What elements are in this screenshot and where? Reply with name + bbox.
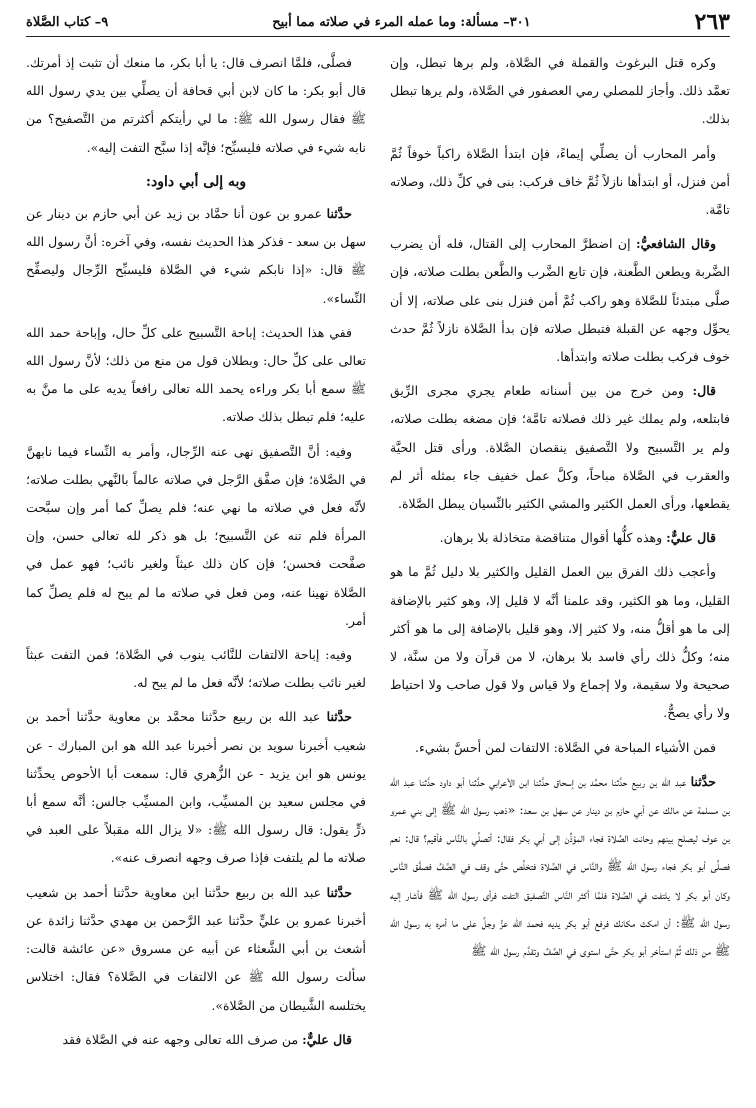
- paragraph: [390, 558, 730, 727]
- left-column: [26, 49, 366, 1089]
- page-header: [26, 8, 730, 37]
- paragraph: [26, 200, 366, 313]
- text-columns: [26, 49, 730, 1089]
- paragraph: [26, 703, 366, 872]
- paragraph-text: إن اضطرَّ المحارب إلى القتال، فله أن يضرب الضَّربة ويطعن الطَّعنة، فإن تابع الضَّرب والطَّعن بطلت صلاته، فإن صلَّى مبتدئاً للصَّلاة وهو راكب ثُمَّ أمن فنزل بنى على صلاته، إلا أن يحوِّل وجهه عن القبلة فتبطل صلاته فإن بدأ الصَّلاة نازلاً ثُمَّ حدث خوف فركب بطلت صلاته وابتدأها.: [390, 236, 730, 365]
- paragraph-text: عمرو بن عون أنا حمَّاد بن زيد عن أبي حازم بن دينار عن سهل بن سعد - فذكر هذا الحديث نفسه، وفي آخره: أنَّ رسول الله ﷺ قال: «إذا نابكم شيء في الصَّلاة فليسبِّح الرِّجال وليصفِّح النِّساء».: [26, 206, 366, 306]
- paragraph-label: قال:: [692, 383, 716, 399]
- book-title: ٩– كتاب الصَّلاة: [26, 14, 109, 30]
- paragraph-text: عبد الله بن ربيع حدَّثنا محمَّد بن معاوية حدَّثنا أحمد بن شعيب أخبرنا سويد بن نصر أخبرنا عبد الله هو ابن المبارك - عن يونس هو ابن يزيد - عن الزُّهري قال: سمعت أبا الأحوص يحدِّثنا في مجلس سعيد بن المسيِّب، وابن المسيِّب جالس: أنَّه سمع أبا ذرٍّ يقول: قال رسول الله ﷺ: «لا يزال الله مقبلاً على العبد في صلاته ما لم يلتفت فإذا صرف وجهه انصرف عنه».: [26, 709, 366, 866]
- paragraph-text: عبد الله بن ربيع حدَّثنا ابن معاوية حدَّثنا أحمد بن شعيب أخبرنا عمرو بن عليٍّ حدَّثنا عبد الرَّحمن بن مهدي حدَّثنا زائدة عن أشعث بن أبي الشَّعثاء عن أبيه عن مسروق «عن عائشة قالت: سألت رسول الله ﷺ عن الالتفات في الصَّلاة؟ فقال: اختلاس يختلسه الشَّيطان من الصَّلاة».: [26, 884, 366, 1013]
- paragraph-label: حدَّثنا: [690, 773, 716, 789]
- paragraph-text: وأعجب ذلك الفرق بين العمل القليل والكثير بلا دليل ثُمَّ ما هو القليل، وما هو الكثير، وقد علمنا أنَّه لا قليل إلا، وهو كثير بالإضافة إلى ما هو أقلُّ منه، ولا كثير إلا، وهو قليل بالإضافة إلى ما هو أكثر منه؛ وكلُّ ذلك رأي فاسد بلا برهان، لا من قرآن ولا من سنَّة، لا صحيحة ولا سقيمة، ولا إجماع ولا قياس ولا قول صاحب ولا احتياط ولا رأي يصحُّ.: [390, 564, 730, 721]
- paragraph-text: ومن خرج من بين أسنانه طعام يجري مجرى الرِّيق فابتلعه، ولم يملك غير ذلك فصلاته تامَّة؛ فإن مضغه بطلت صلاته، ولم ير التَّسبيح ولا التَّصفيق ينقصان الصَّلاة. ورأى قتل الحيَّة والعقرب في الصَّلاة مباحاً، وكلَّ عمل خفيف جاء بمثله أثر لم يقطعها، ورأى العمل الكثير والمشي الكثير بالنِّسيان يبطل الصَّلاة.: [390, 383, 730, 512]
- paragraph: [390, 377, 730, 518]
- paragraph-text: ففي هذا الحديث: إباحة التَّسبيح على كلِّ حال، وإباحة حمد الله تعالى على كلِّ حال: وبطلان قول من منع من ذلك؛ لأنَّ رسول الله ﷺ سمع أبا بكر وراءه يحمد الله تعالى رافعاً يديه على ما منَّ به عليه؛ فلم تبطل بذلك صلاته.: [26, 324, 366, 425]
- paragraph: [26, 879, 366, 1020]
- paragraph: [26, 641, 366, 697]
- paragraph-text: عبد الله بن ربيع حدَّثنا محمَّد بن إسحاق حدَّثنا ابن الأعرابي حدَّثنا أبو داود حدَّثنا عبد الله بن مسلمة عن مالك عن أبي حازم بن دينار عن سهل بن سعد: «ذهب رسول الله ﷺ إلى بني عمرو بن عوف ليصلح بينهم وحانت الصَّلاة فجاء المؤذِّن إلى أبي بكر فقال: أتصلِّي بالنَّاس فأقيم؟ قال: نعم فصلَّى أبو بكر فجاء رسول الله ﷺ والنَّاس في الصَّلاة فتخلَّص حتَّى وقف في الصَّفِّ فصفَّق النَّاس وكان أبو بكر لا يلتفت في الصَّلاة فلمَّا أكثر النَّاس التَّصفيق التفت فرأى رسول الله ﷺ فأشار إليه رسول الله ﷺ: أن امكث مكانك فرفع أبو بكر يديه فحمد الله عزَّ وجلَّ على ما أمره به رسول الله ﷺ من ذلك ثُمَّ استأخر أبو بكر حتَّى استوى في الصَّفِّ وتقدَّم رسول الله ﷺ: [390, 773, 730, 959]
- paragraph-text: من صرف الله تعالى وجهه عنه في الصَّلاة فقد: [62, 1031, 299, 1047]
- paragraph: [390, 230, 730, 371]
- paragraph-text: وفيه: إباحة الالتفات للنَّائب ينوب في الصَّلاة؛ فمن التفت عبثاً لغير نائب بطلت صلاته؛ لأنَّه فعل ما لم يبح له.: [26, 647, 366, 691]
- paragraph: [26, 1026, 366, 1054]
- paragraph-text: وفيه: أنَّ التَّصفيق نهى عنه الرِّجال، وأمر به النِّساء فيما نابهنَّ في الصَّلاة؛ فإن صفَّق الرَّجل في صلاته عالماً بالنَّهي بطلت صلاته؛ لأنَّه فعل في صلاته ما نهي عنه؛ فلم يصلِّ كما أمر وإن سبَّحت المرأة فلم تنه عن التَّسبيح؛ بل هو ذكر لله تعالى حسن، وإن صفَّحت فحسن؛ فإن كان ذلك عبثاً ولغير نائب؛ فهو عمل في الصَّلاة نهينا عنه، ومن فعل في صلاته ما لم يبح له فلم يصلِّ كما أمر.: [26, 443, 366, 628]
- running-title: ٣٠١– مسألة: وما عمله المرء في صلاته مما أبيح: [272, 14, 531, 30]
- paragraph-text: فمن الأشياء المباحة في الصَّلاة: الالتفات لمن أحسَّ بشيء.: [415, 739, 716, 755]
- paragraph-label: قال عليٌّ:: [302, 1031, 352, 1047]
- right-column: [390, 49, 730, 1089]
- paragraph-text: وأمر المحارب أن يصلِّي إيماءً، فإن ابتدأ الصَّلاة راكباً خوفاً ثُمَّ أمن فنزل، أو ابتدأها نازلاً ثُمَّ خاف فركب: بنى في كلِّ ذلك، وصلاته تامَّة.: [390, 145, 730, 218]
- paragraph-label: وقال الشافعيُّ:: [635, 236, 716, 252]
- paragraph: [390, 734, 730, 762]
- paragraph: [390, 768, 730, 965]
- paragraph-text: فصلَّى، فلمَّا انصرف قال: يا أبا بكر، ما منعك أن تثبت إذ أمرتك. قال أبو بكر: ما كان لابن أبي قحافة أن يصلِّي بين يدي رسول الله ﷺ فقال رسول الله ﷺ: ما لي رأيتكم أكثرتم من التَّصفيح؟ من نابه شيء في صلاته فليسبِّح؛ فإنَّه إذا سبَّح التفت إليه».: [26, 55, 366, 155]
- paragraph: [390, 49, 730, 134]
- paragraph-label: قال عليٌّ:: [666, 530, 716, 546]
- section-heading: وبه إلى أبي داود:: [145, 173, 247, 190]
- paragraph: [390, 524, 730, 552]
- page-number: ٢٦٣: [694, 9, 730, 35]
- paragraph-text: وكره قتل البرغوث والقملة في الصَّلاة، ولم برها تبطل، وإن تعمَّد ذلك. وأجاز للمصلي رمي العصفور في الصَّلاة، ولم يرها تبطل بذلك.: [390, 55, 730, 127]
- paragraph: [390, 140, 730, 225]
- paragraph-text: وهذه كلُّها أقوال متناقضة متخاذلة بلا برهان.: [439, 530, 663, 546]
- paragraph-label: حدَّثنا: [326, 709, 352, 725]
- paragraph: [26, 438, 366, 635]
- paragraph-label: حدَّثنا: [326, 884, 352, 900]
- paragraph: [26, 319, 366, 432]
- paragraph-label: حدَّثنا: [326, 206, 352, 222]
- paragraph: [26, 49, 366, 162]
